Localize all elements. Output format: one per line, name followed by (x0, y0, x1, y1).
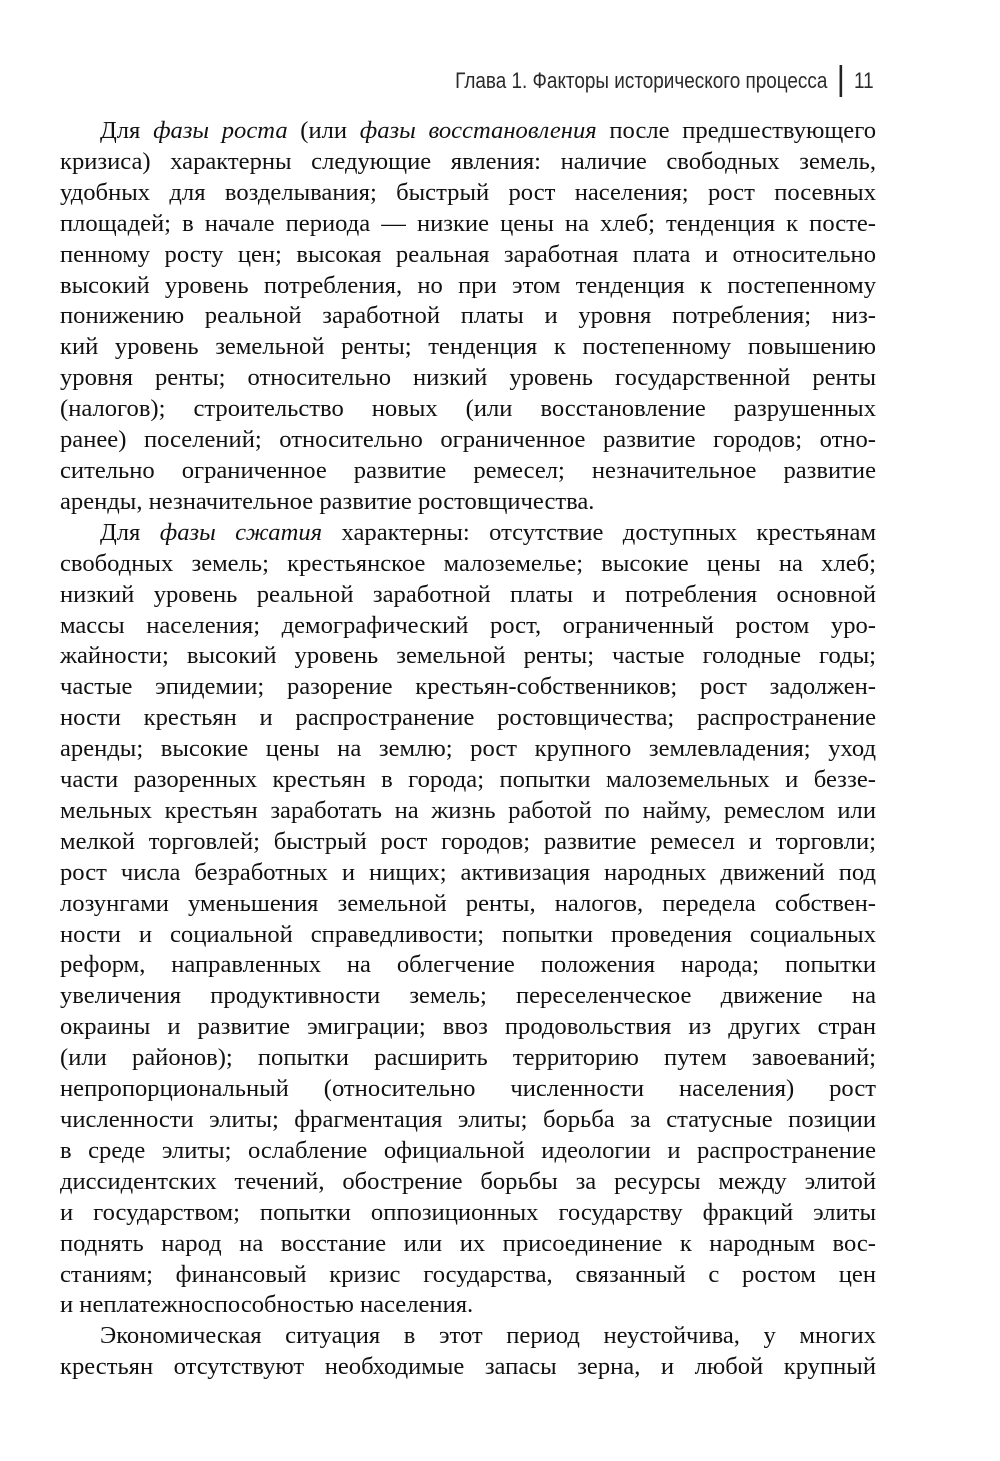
text-line: частые эпидемии; разорение крестьян-собственников; рост задолжен- (60, 673, 876, 701)
text-line: лозунгами уменьшения земельной ренты, налогов, передела собствен- (60, 889, 876, 917)
text-line: рост числа безработных и нищих; активизация народных движений под (60, 858, 876, 886)
text-line: численности элиты; фрагментация элиты; борьба за статусные позиции (60, 1106, 876, 1133)
text-line: (или районов); попытки расширить территорию путем завоеваний; (60, 1044, 876, 1072)
text-line: ности и социальной справедливости; попытки проведения социальных (60, 920, 876, 948)
page-number: 11 (854, 68, 874, 93)
text-line: высокий уровень потребления, но при этом тенденция к постепенному (60, 271, 876, 299)
paragraph-3 (60, 1321, 876, 1383)
paragraph-2 (60, 518, 876, 1322)
body-text (60, 116, 876, 1383)
text-line: реформ, направленных на облегчение положения народа; попытки (60, 951, 876, 979)
text-line: части разоренных крестьян в города; попытки малоземельных и беззе- (60, 766, 876, 794)
running-header (455, 64, 874, 98)
text-line: уровня ренты; относительно низкий уровень государственной ренты (60, 364, 876, 392)
text-line: крестьян отсутствуют необходимые запасы зерна, и любой крупный (60, 1353, 876, 1381)
text-line: окраины и развитие эмиграции; ввоз продовольствия из других стран (60, 1013, 876, 1041)
text-line: жайности; высокий уровень земельной ренты; частые голодные годы; (60, 642, 876, 670)
text-line: ности крестьян и распространение ростовщичества; распространение (60, 704, 876, 732)
text-line: низкий уровень реальной заработной платы и потребления основной (60, 580, 876, 608)
text-line: сительно ограниченное развитие ремесел; незначительное развитие (60, 456, 876, 484)
text-line: (налогов); строительство новых (или восстановление разрушенных (60, 395, 876, 423)
text-line: Для фазы роста (или фазы восстановления после предшествующего (100, 117, 876, 144)
text-line: аренды; высокие цены на землю; рост крупного землевладения; уход (60, 735, 876, 763)
text-line: пенному росту цен; высокая реальная заработная плата и относительно (60, 240, 876, 268)
text-line: мелкой торговлей; быстрый рост городов; развитие ремесел и торговли; (60, 827, 876, 855)
text-line: и неплатежноспособностью населения. (60, 1291, 474, 1319)
text-line: площадей; в начале периода — низкие цены на хлеб; тенденция к посте- (60, 209, 876, 237)
text-line: понижению реальной заработной платы и уровня потребления; низ- (60, 302, 876, 330)
text-line: увеличения продуктивности земель; переселенческое движение на (60, 982, 876, 1010)
text-line: Для фазы сжатия характерны: отсутствие доступных крестьянам (100, 518, 877, 546)
text-line: и государством; попытки оппозиционных государству фракций элиты (60, 1198, 876, 1226)
text-line: поднять народ на восстание или их присоединение к народным вос- (60, 1229, 876, 1257)
text-line: свободных земель; крестьянское малоземелье; высокие цены на хлеб; (60, 549, 876, 577)
header-separator (840, 65, 843, 97)
text-line: массы населения; демографический рост, ограниченный ростом уро- (60, 611, 876, 639)
text-line: в среде элиты; ослабление официальной идеологии и распространение (60, 1136, 876, 1164)
text-line: непропорциональный (относительно численности населения) рост (60, 1075, 876, 1103)
text-line: мельных крестьян заработать на жизнь работой по найму, ремеслом или (60, 796, 876, 824)
text-line: станиям; финансовый кризис государства, связанный с ростом цен (60, 1260, 876, 1288)
text-line: Экономическая ситуация в этот период неустойчива, у многих (100, 1322, 876, 1350)
text-line: ранее) поселений; относительно ограниченное развитие городов; отно- (60, 426, 876, 454)
text-line: диссидентских течений, обострение борьбы за ресурсы между элитой (60, 1167, 876, 1195)
paragraph-1 (60, 116, 876, 518)
text-line: удобных для возделывания; быстрый рост населения; рост посевных (60, 178, 876, 206)
text-line: аренды, незначительное развитие ростовщичества. (60, 487, 595, 515)
chapter-title: Глава 1. Факторы исторического процесса (455, 68, 828, 93)
text-line: кризиса) характерны следующие явления: наличие свободных земель, (60, 147, 876, 175)
text-line: кий уровень земельной ренты; тенденция к постепенному повышению (60, 333, 876, 361)
